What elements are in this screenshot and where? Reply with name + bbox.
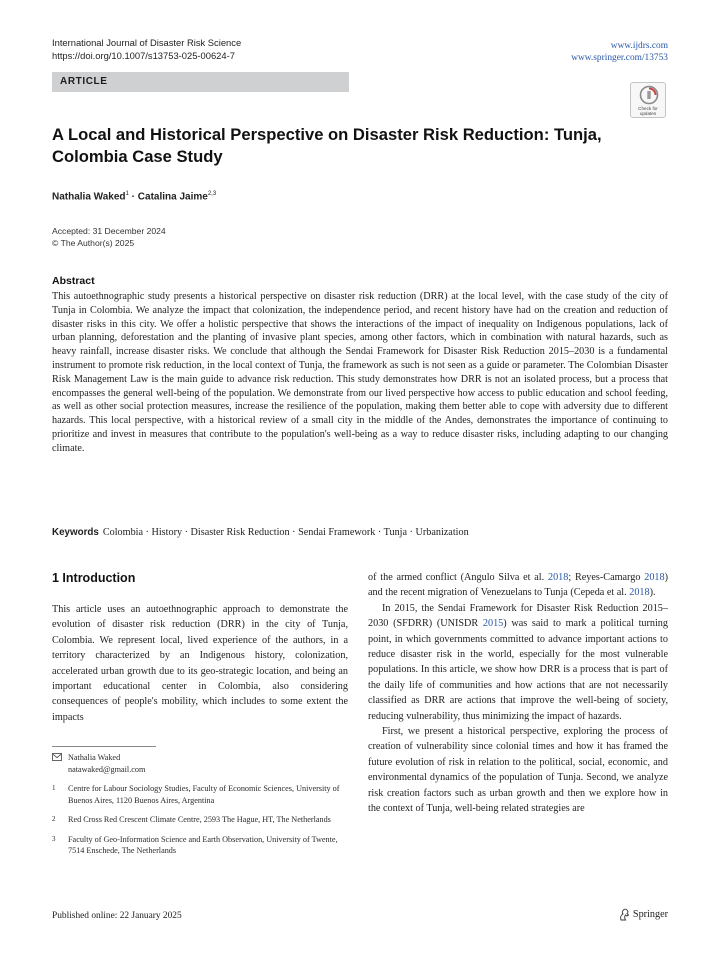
keywords (52, 527, 668, 538)
affiliation-footnote (52, 834, 348, 857)
body-paragraph: In 2015, the Sendai Framework for Disaster Risk Reduction 2015–2030 (SFDRR) (UNISDR 2015) was said to mark a political turning point, in which governments committed to advance important actions to reduce disaster risk in the world, especially for the most vulnerable populations. In this article, we show how DRR is a process that is part of the daily life of communities and how actions that are not necessarily classified as DRR are actions that improve the well-being of society, reducing vulnerability, thus minimizing the impact of hazards. (368, 602, 668, 722)
affiliation-text: Red Cross Red Crescent Climate Centre, 2593 The Hague, HT, The Netherlands (68, 815, 331, 824)
section-heading: 1 Introduction (52, 571, 136, 585)
citation-link[interactable]: 2018 (547, 572, 569, 583)
springer-site-link[interactable]: www.springer.com/13753 (571, 53, 668, 63)
published-date: Published online: 22 January 2025 (52, 911, 182, 921)
author-list (52, 191, 216, 202)
envelope-icon (52, 753, 64, 766)
publisher-name: Springer (632, 909, 668, 920)
footnotes (52, 752, 348, 865)
article-type-band (52, 72, 349, 92)
article-dates (52, 225, 166, 249)
affiliation-number: 2 (52, 815, 56, 823)
check-for-updates-text: Check for updates (638, 106, 658, 116)
abstract-text: This autoethnographic study presents a historical perspective on disaster risk reduction (DRR) at the local level, with the case study of the city of Tunja in Colombia. We analyze the impact that colonization, the independence period, and recent history have had on the creation and reduction of disaster risks in this city. We offer a holistic perspective that shows the interactions of the impact of inequality on Indigenous populations, lack of urban planning, deforestation and the planting of invasive plant species, among other factors, which in combination with natural hazards, such as heavy rainfall, increase disaster risks. We conclude that although the Sendai Framework for Disaster Risk Reduction 2015–2030 is a fundamental instrument to promote risk reduction, in the local context of Tunja, the framework as such is not seen as a guide or parameter. The Colombian Disaster Risk Management Law is the main guide to advance risk reduction. This study demonstrates how DRR is not an isolated process, but a process that encompasses the general well-being of the population. We demonstrate from our lived perspective how access to public education and school feeding, as well as other social protection measures, increase the resilience of the population, making them better able to cope with adversity due to different hazards. This local perspective, with a historical review of a small city in the middle of the Andes, demonstrates the importance of continuing to prioritize and invest in measures that contribute to the population's well-being as a way to reduce disaster risks, including adapting to our changing climate. (52, 291, 668, 454)
affiliation-footnote (52, 783, 348, 806)
publisher-logo (618, 908, 668, 921)
affiliation-ref[interactable]: 2,3 (207, 191, 217, 197)
abstract-heading: Abstract (52, 275, 95, 287)
citation-link[interactable]: 2018 (629, 587, 650, 599)
citation-link[interactable]: 2018 (644, 572, 665, 583)
running-header (52, 36, 241, 62)
keywords-label: Keywords (52, 527, 99, 538)
affiliation-ref[interactable]: 1 (125, 191, 129, 197)
citation-link[interactable]: 2015 (482, 618, 504, 630)
author-separator: · (128, 191, 138, 203)
accepted-date: Accepted: 31 December 2024 (52, 226, 166, 236)
body-column-right (368, 570, 668, 817)
body-paragraph: of the armed conflict (Angulo Silva et al. 2018; Reyes-Camargo 2018) and the recent migration of Venezuelans to Tunja (Cepeda et al. 2018). (368, 572, 668, 599)
author-name[interactable]: Catalina Jaime (137, 191, 208, 203)
contact-email[interactable]: natawaked@gmail.com (68, 764, 146, 774)
copyright-notice: © The Author(s) 2025 (52, 238, 135, 248)
body-column-left (52, 602, 348, 725)
journal-name: International Journal of Disaster Risk Science (52, 37, 242, 48)
article-type-label: ARTICLE (60, 76, 108, 87)
affiliation-text: Centre for Labour Sociology Studies, Faculty of Economic Sciences, University of Buenos Aires, 1120 Buenos Aires, Argentina (68, 784, 340, 805)
springer-horse-icon (618, 908, 630, 921)
affiliation-number: 3 (52, 834, 56, 843)
check-for-updates-badge[interactable] (630, 82, 666, 118)
article-title: A Local and Historical Perspective on Disaster Risk Reduction: Tunja, Colombia Case Study (52, 125, 602, 166)
contact-name: Nathalia Waked (68, 753, 121, 762)
body-paragraph: First, we present a historical perspective, exploring the process of creation of vulnerability since colonial times and how it has framed the future evolution of risk in relation to the political, social, economic, and environmental dynamics of the population of Tunja. Second, we analyze risk creation factors such as urban growth and then we explore how in the context of Tunja, well-being related strategies are (368, 726, 668, 815)
affiliation-number: 1 (52, 784, 56, 792)
journal-links (571, 40, 668, 64)
affiliation-footnote (52, 814, 348, 826)
affiliation-text: Faculty of Geo-Information Science and Earth Observation, University of Twente, 7514 Enschede, The Netherlands (68, 834, 338, 855)
journal-site-link[interactable]: www.ijdrs.com (610, 41, 668, 51)
corresponding-author (52, 752, 348, 775)
keywords-list: Colombia · History · Disaster Risk Reduction · Sendai Framework · Tunja · Urbanization (102, 527, 469, 538)
footnote-divider (52, 746, 156, 747)
check-for-updates-icon (638, 85, 660, 105)
author-name[interactable]: Nathalia Waked (52, 191, 126, 203)
doi-link[interactable]: https://doi.org/10.1007/s13753-025-00624-7 (52, 50, 235, 61)
body-paragraph: This article uses an autoethnographic approach to demonstrate the evolution of disaster risk reduction (DRR) in the city of Tunja, Colombia. We represent local, lived experience of the authors, in a territory characterized by an Indigenous history, colonization, accelerated urban growth due to its geo-strategic location, and being an important educational center in Colombia, also considering consequences of people's mobility, which includes to some extent the impacts (52, 604, 348, 723)
